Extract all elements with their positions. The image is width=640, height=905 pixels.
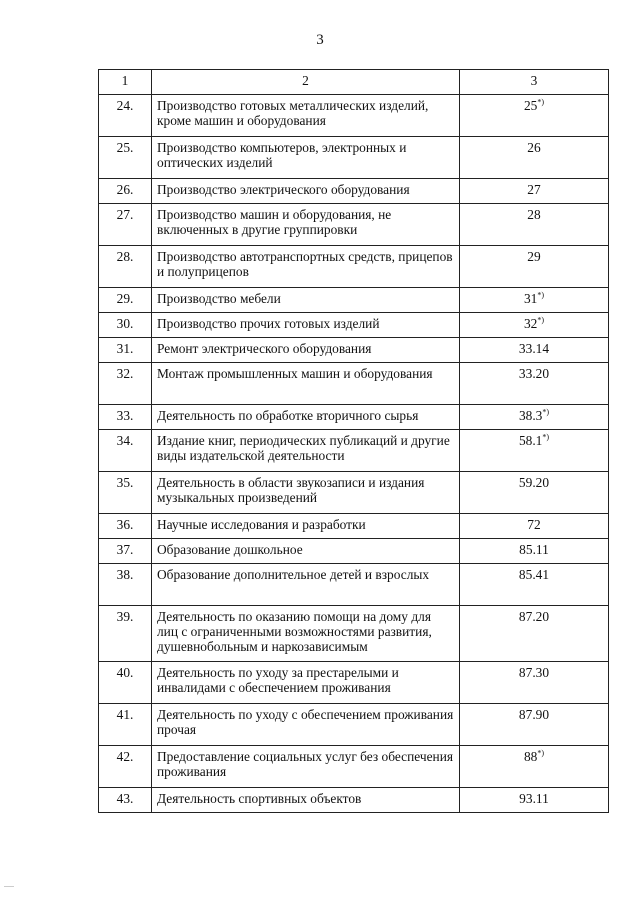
- activity-code: 38.3: [518, 408, 543, 423]
- column-header-name: 2: [152, 70, 460, 95]
- activity-code-cell: [460, 246, 609, 288]
- row-number: 25.: [99, 137, 152, 179]
- activity-code-cell: [460, 338, 609, 363]
- activity-code: 58.1: [518, 433, 543, 448]
- activity-code-cell: [460, 539, 609, 564]
- row-number: 41.: [99, 704, 152, 746]
- row-number: 42.: [99, 746, 152, 788]
- scan-margin-mark: [4, 886, 14, 887]
- activity-name: Монтаж промышленных машин и оборудования: [152, 363, 460, 405]
- activity-name: Деятельность по уходу с обеспечением проживания прочая: [152, 704, 460, 746]
- activity-name: Деятельность в области звукозаписи и издания музыкальных произведений: [152, 472, 460, 514]
- row-number: 26.: [99, 179, 152, 204]
- row-number: 32.: [99, 363, 152, 405]
- row-number: 27.: [99, 204, 152, 246]
- activity-code-cell: [460, 606, 609, 662]
- activity-code-cell: [460, 288, 609, 313]
- activity-code: 85.41: [518, 567, 550, 582]
- footnote-mark: *): [537, 315, 545, 325]
- table-row: [99, 137, 609, 179]
- activity-code: 32: [523, 316, 538, 331]
- row-number: 36.: [99, 514, 152, 539]
- activity-codes-table: [98, 69, 609, 813]
- table-row: [99, 95, 609, 137]
- activity-code: 33.20: [518, 366, 550, 381]
- table-row: [99, 246, 609, 288]
- activity-code: 85.11: [519, 542, 549, 557]
- activity-name: Деятельность по оказанию помощи на дому для лиц с ограниченными возможностями развития, душевнобольным и наркозависимым: [152, 606, 460, 662]
- activity-code: 93.11: [519, 791, 549, 806]
- activity-name: Производство машин и оборудования, не включенных в другие группировки: [152, 204, 460, 246]
- row-number: 30.: [99, 313, 152, 338]
- column-header-code: 3: [460, 70, 609, 95]
- table-header-row: [99, 70, 609, 95]
- activity-name: Деятельность спортивных объектов: [152, 788, 460, 813]
- activity-code-cell: [460, 95, 609, 137]
- table-row: [99, 363, 609, 405]
- activity-name: Производство автотранспортных средств, прицепов и полуприцепов: [152, 246, 460, 288]
- activity-code-cell: [460, 405, 609, 430]
- activity-code: 88: [523, 749, 538, 764]
- footnote-mark: *): [542, 407, 550, 417]
- activity-code: 25: [523, 98, 538, 113]
- activity-code: 28: [527, 207, 541, 222]
- activity-code-cell: [460, 204, 609, 246]
- activity-code: 27: [527, 182, 541, 197]
- table-row: [99, 472, 609, 514]
- activity-code: 87.30: [518, 665, 550, 680]
- footnote-mark: *): [537, 290, 545, 300]
- activity-code: 29: [527, 249, 541, 264]
- footnote-mark: *): [537, 748, 545, 758]
- activity-name: Издание книг, периодических публикаций и другие виды издательской деятельности: [152, 430, 460, 472]
- row-number: 29.: [99, 288, 152, 313]
- activity-code-cell: [460, 313, 609, 338]
- row-number: 39.: [99, 606, 152, 662]
- row-number: 38.: [99, 564, 152, 606]
- row-number: 37.: [99, 539, 152, 564]
- activity-code-cell: [460, 363, 609, 405]
- column-header-number: 1: [99, 70, 152, 95]
- activity-name: Производство электрического оборудования: [152, 179, 460, 204]
- activity-name: Деятельность по обработке вторичного сырья: [152, 405, 460, 430]
- activity-name: Образование дошкольное: [152, 539, 460, 564]
- activity-code: 31: [523, 291, 538, 306]
- row-number: 34.: [99, 430, 152, 472]
- activity-name: Научные исследования и разработки: [152, 514, 460, 539]
- table-row: [99, 313, 609, 338]
- row-number: 35.: [99, 472, 152, 514]
- activity-code-cell: [460, 788, 609, 813]
- activity-code: 26: [527, 140, 541, 155]
- table-row: [99, 179, 609, 204]
- footnote-mark: *): [542, 432, 550, 442]
- table-row: [99, 430, 609, 472]
- table-row: [99, 204, 609, 246]
- activity-code-cell: [460, 746, 609, 788]
- activity-code-cell: [460, 472, 609, 514]
- activity-name: Ремонт электрического оборудования: [152, 338, 460, 363]
- activity-code: 87.90: [518, 707, 550, 722]
- table-row: [99, 288, 609, 313]
- activity-code-cell: [460, 179, 609, 204]
- activity-code: 87.20: [518, 609, 550, 624]
- table-row: [99, 746, 609, 788]
- table-row: [99, 338, 609, 363]
- activity-name: Производство прочих готовых изделий: [152, 313, 460, 338]
- activity-code-cell: [460, 514, 609, 539]
- activity-code-cell: [460, 430, 609, 472]
- activity-code-cell: [460, 137, 609, 179]
- row-number: 43.: [99, 788, 152, 813]
- table-row: [99, 662, 609, 704]
- activity-code-cell: [460, 662, 609, 704]
- activity-name: Производство компьютеров, электронных и оптических изделий: [152, 137, 460, 179]
- row-number: 28.: [99, 246, 152, 288]
- activity-code-cell: [460, 704, 609, 746]
- activity-code: 33.14: [518, 341, 550, 356]
- activity-name: Производство мебели: [152, 288, 460, 313]
- footnote-mark: *): [537, 97, 545, 107]
- table-row: [99, 539, 609, 564]
- activity-name: Деятельность по уходу за престарелыми и инвалидами с обеспечением проживания: [152, 662, 460, 704]
- activity-name: Образование дополнительное детей и взрослых: [152, 564, 460, 606]
- page-number: 3: [316, 32, 324, 48]
- table-row: [99, 564, 609, 606]
- row-number: 40.: [99, 662, 152, 704]
- table-row: [99, 788, 609, 813]
- activity-code: 72: [527, 517, 541, 532]
- activity-code: 59.20: [518, 475, 550, 490]
- activity-name: Производство готовых металлических изделий, кроме машин и оборудования: [152, 95, 460, 137]
- row-number: 33.: [99, 405, 152, 430]
- table-row: [99, 514, 609, 539]
- table-row: [99, 606, 609, 662]
- row-number: 31.: [99, 338, 152, 363]
- table-row: [99, 405, 609, 430]
- table-row: [99, 704, 609, 746]
- activity-code-cell: [460, 564, 609, 606]
- row-number: 24.: [99, 95, 152, 137]
- activity-name: Предоставление социальных услуг без обеспечения проживания: [152, 746, 460, 788]
